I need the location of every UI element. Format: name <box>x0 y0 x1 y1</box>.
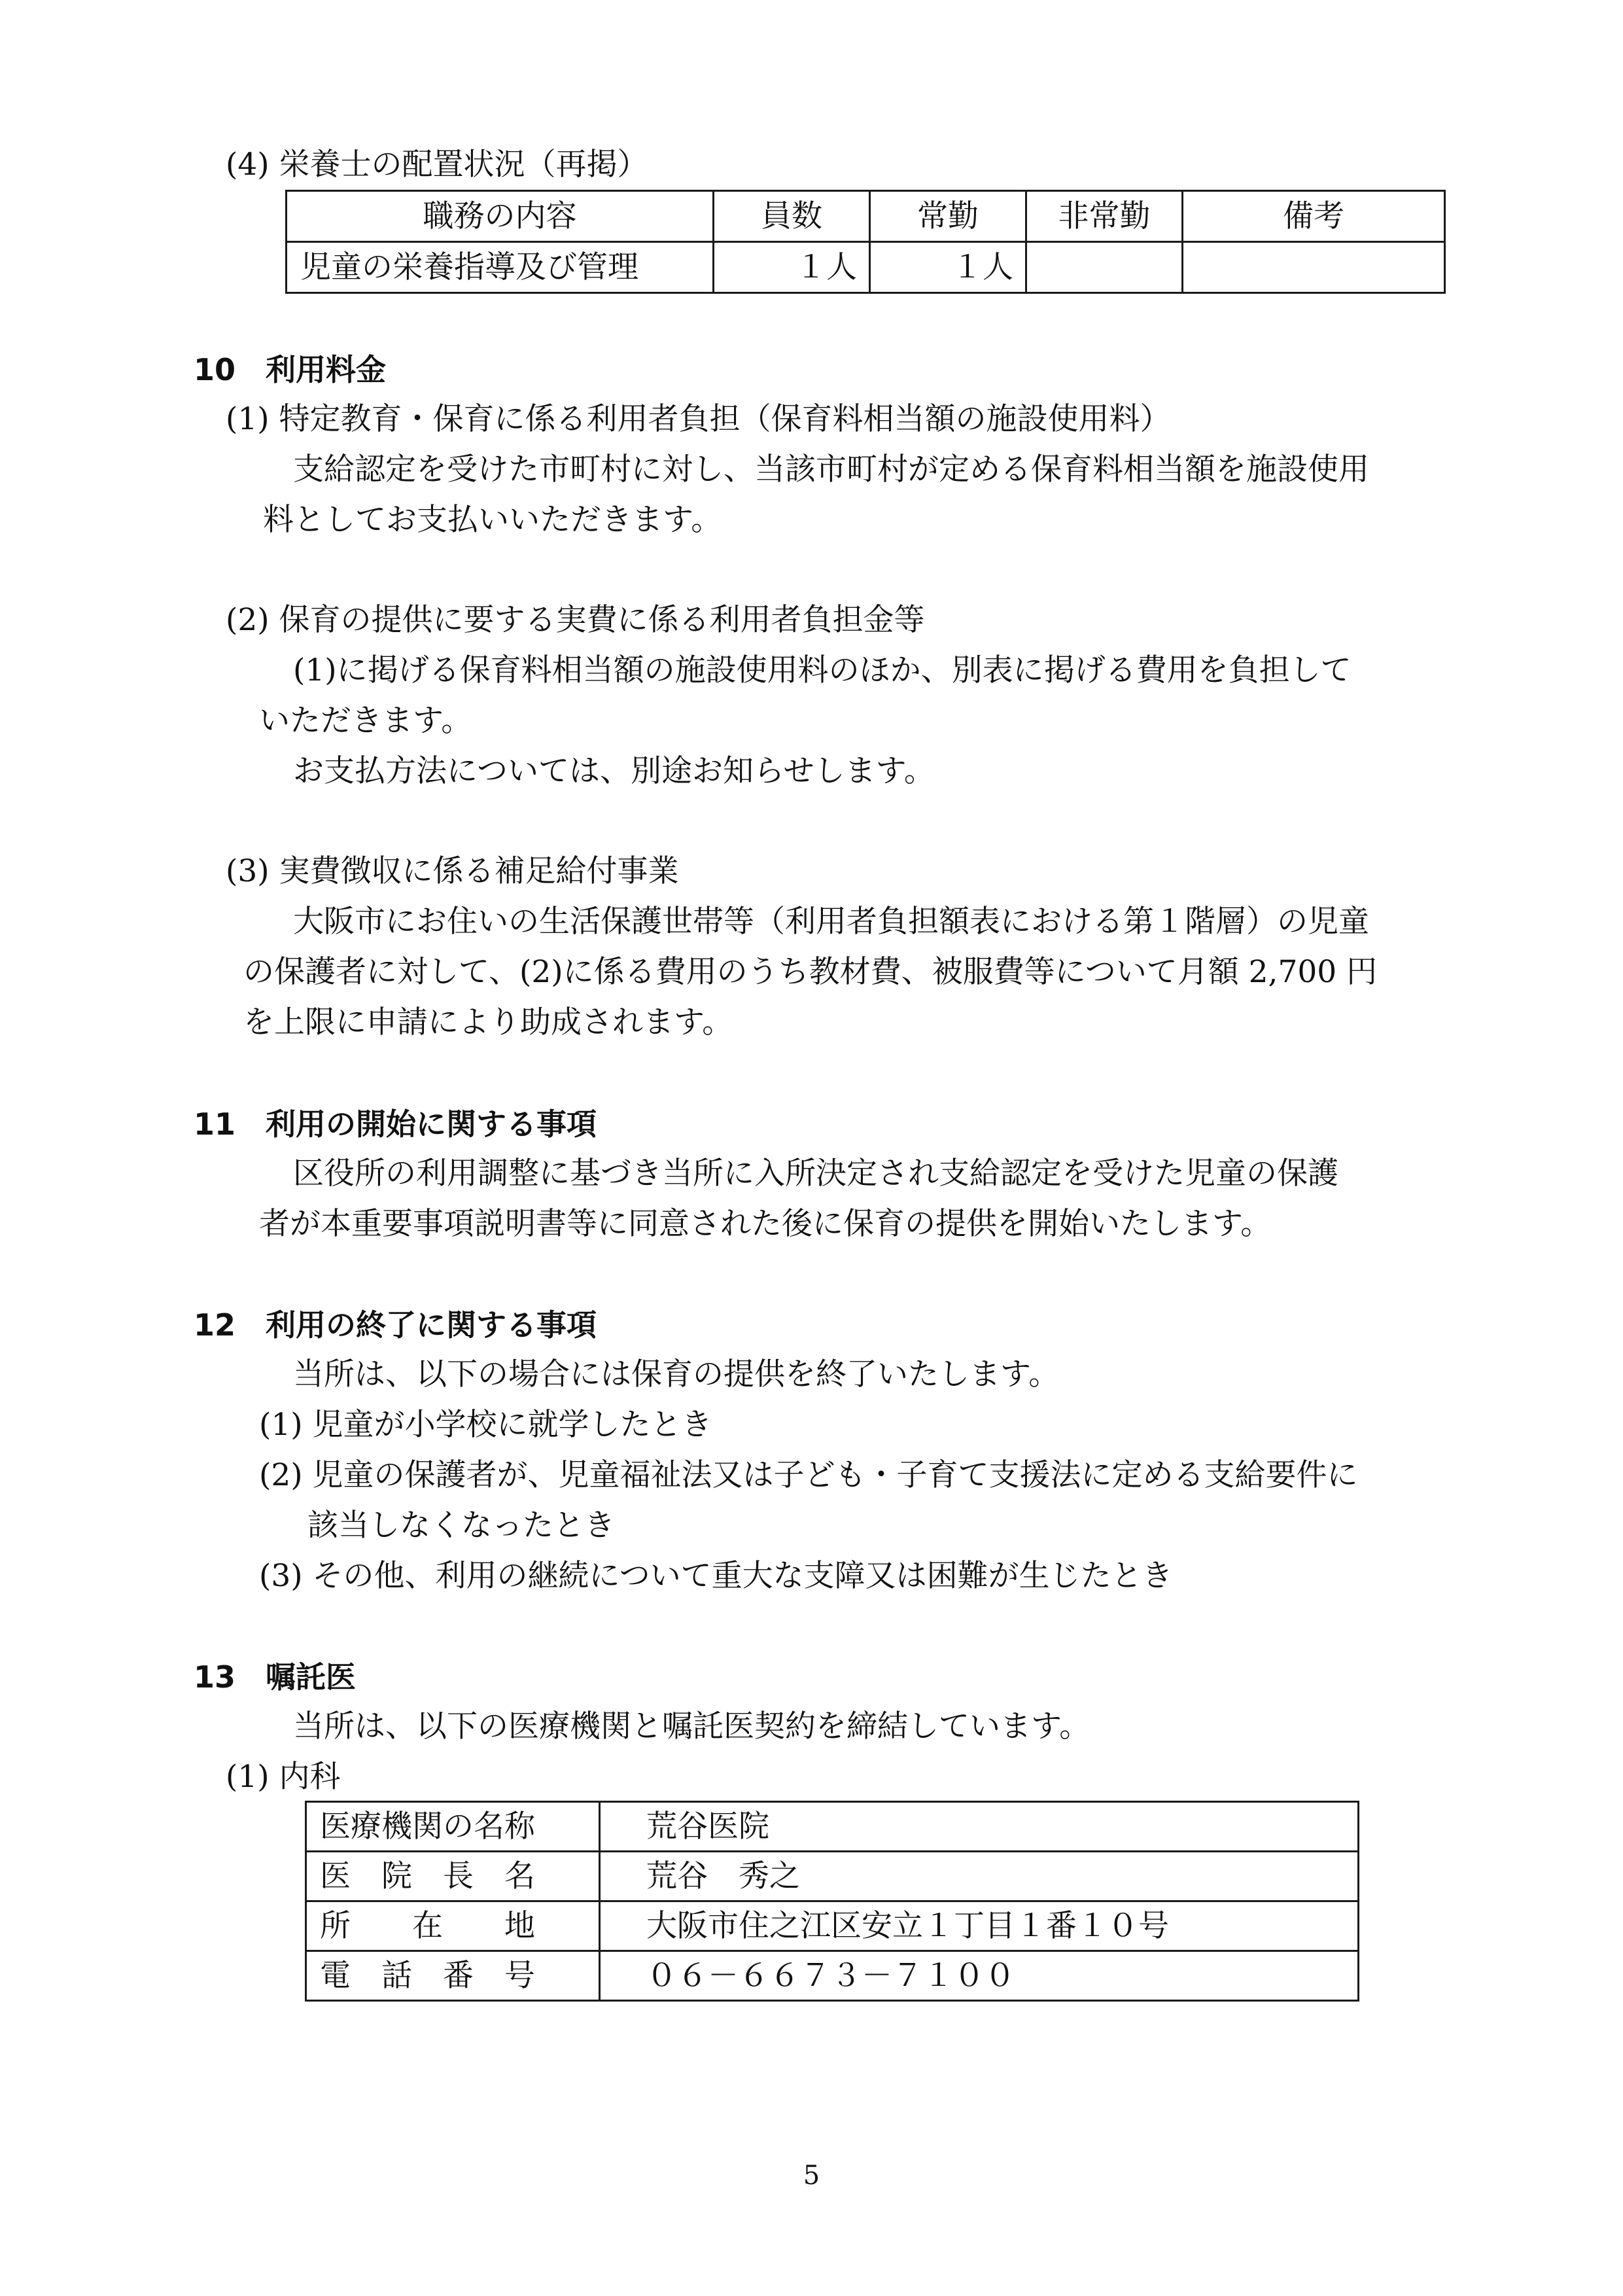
section-13-sub1-label: (1) 内科 <box>226 1759 341 1795</box>
section-10-sub3-label: (3) 実費徴収に係る補足給付事業 <box>226 853 679 889</box>
section-12-item-2: (2) 児童の保護者が、児童福祉法又は子ども・子育て支援法に定める支給要件に <box>259 1457 1358 1493</box>
cell-notes <box>1183 242 1445 293</box>
cell-parttime <box>1026 242 1183 293</box>
section-10-sub2-label: (2) 保育の提供に要する実費に係る利用者負担金等 <box>226 602 925 638</box>
section-10-heading: 10 利用料金 <box>194 352 387 387</box>
dietitian-table <box>285 190 1446 294</box>
physician-value-address: 大阪市住之江区安立１丁目１番１０号 <box>600 1901 1359 1951</box>
physician-label-address: 所 在 地 <box>306 1901 600 1951</box>
physician-table <box>305 1801 1359 2002</box>
section-12-intro: 当所は、以下の場合には保育の提供を終了いたします。 <box>293 1356 1060 1392</box>
physician-value-director: 荒谷 秀之 <box>600 1852 1359 1901</box>
section-10-sub3-line2: の保護者に対して、(2)に係る費用のうち教材費、被服費等について月額 2,700 円 <box>243 954 1378 990</box>
section-10-sub2-line2: いただきます。 <box>259 703 472 739</box>
header-parttime: 非常勤 <box>1026 191 1183 242</box>
header-notes: 備考 <box>1183 191 1445 242</box>
table-row <box>306 1852 1359 1901</box>
table-header-row <box>287 191 1445 242</box>
cell-fulltime: １人 <box>870 242 1026 293</box>
header-count: 員数 <box>714 191 870 242</box>
physician-value-phone: ０６－６６７３－７１００ <box>600 1951 1359 2001</box>
section-13-intro: 当所は、以下の医療機関と嘱託医契約を締結しています。 <box>293 1708 1091 1744</box>
cell-count: １人 <box>714 242 870 293</box>
section-10-sub2-line1: (1)に掲げる保育料相当額の施設使用料のほか、別表に掲げる費用を負担して <box>293 652 1352 688</box>
section-10-sub3-line3: を上限に申請により助成されます。 <box>243 1004 733 1040</box>
physician-label-director: 医 院 長 名 <box>306 1852 600 1901</box>
section-11-line2: 者が本重要事項説明書等に同意された後に保育の提供を開始いたします。 <box>259 1206 1272 1242</box>
section-12-item-2-cont: 該当しなくなったとき <box>307 1508 615 1544</box>
section-12-item-1: (1) 児童が小学校に就学したとき <box>259 1407 712 1443</box>
section-11-heading: 11 利用の開始に関する事項 <box>194 1106 597 1142</box>
table-row <box>306 1901 1359 1951</box>
section-13-heading: 13 嘱託医 <box>194 1659 357 1695</box>
table-row <box>306 1951 1359 2001</box>
table-row <box>287 242 1445 293</box>
section-10-sub1-label: (1) 特定教育・保育に係る利用者負担（保育料相当額の施設使用料） <box>226 401 1171 437</box>
page-number: 5 <box>803 2161 820 2191</box>
section-12-item-3: (3) その他、利用の継続について重大な支障又は困難が生じたとき <box>259 1558 1173 1594</box>
table-row <box>306 1802 1359 1852</box>
section-10-sub3-line1: 大阪市にお住いの生活保護世帯等（利用者負担額表における第１階層）の児童 <box>293 904 1369 940</box>
header-fulltime: 常勤 <box>870 191 1026 242</box>
physician-label-name: 医療機関の名称 <box>306 1802 600 1852</box>
physician-label-phone: 電 話 番 号 <box>306 1951 600 2001</box>
section-10-sub2-line3: お支払方法については、別途お知らせします。 <box>293 753 935 789</box>
header-duty: 職務の内容 <box>287 191 714 242</box>
section-10-sub1-line2: 料としてお支払いいただきます。 <box>263 502 722 538</box>
section-11-line1: 区役所の利用調整に基づき当所に入所決定され支給認定を受けた児童の保護 <box>293 1156 1338 1192</box>
dietitian-section-heading: (4) 栄養士の配置状況（再掲） <box>226 147 648 183</box>
section-10-sub1-line1: 支給認定を受けた市町村に対し、当該市町村が定める保育料相当額を施設使用 <box>293 451 1369 487</box>
physician-value-name: 荒谷医院 <box>600 1802 1359 1852</box>
section-12-heading: 12 利用の終了に関する事項 <box>194 1307 597 1343</box>
cell-duty: 児童の栄養指導及び管理 <box>287 242 714 293</box>
